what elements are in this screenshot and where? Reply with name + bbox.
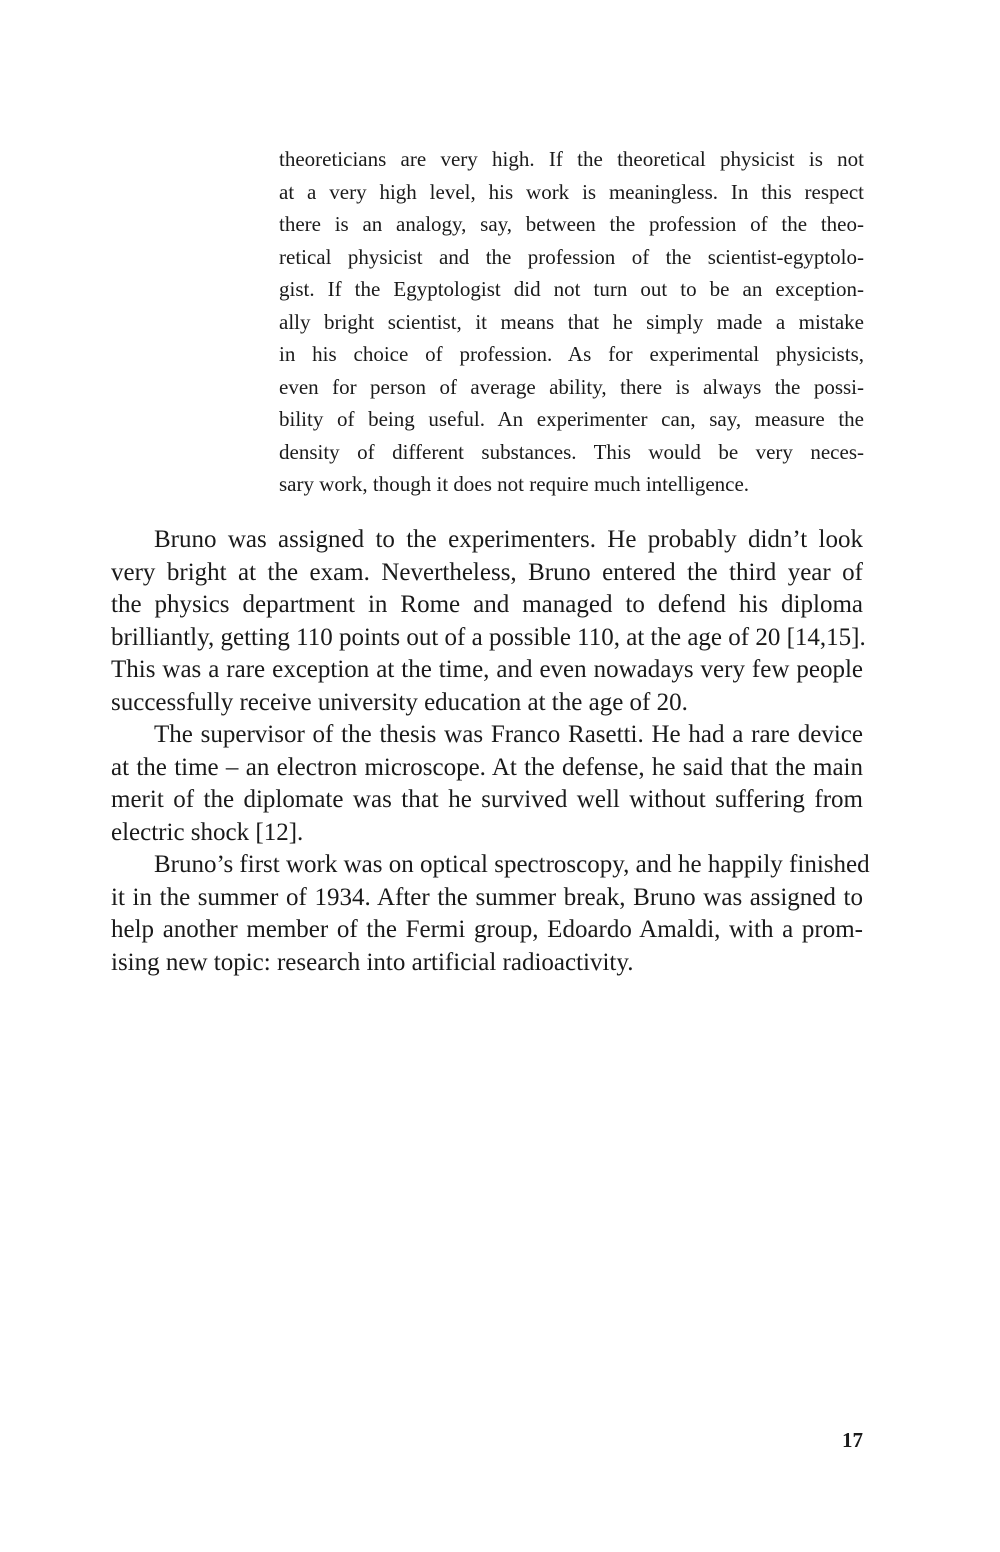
body-line: This was a rare exception at the time, and even nowadays very few people	[111, 656, 863, 683]
quote-line: there is an analogy, say, between the profession of the theo-	[279, 212, 864, 236]
body-line: The supervisor of the thesis was Franco Rasetti. He had a rare device	[154, 721, 863, 748]
page-number: 17	[842, 1428, 863, 1452]
body-line: it in the summer of 1934. After the summer break, Bruno was assigned to	[111, 883, 863, 911]
quote-line: ally bright scientist, it means that he simply made a mistake	[279, 309, 864, 334]
body-line: ising new topic: research into artificial radioactivity.	[111, 948, 634, 976]
body-line: successfully receive university education at the age of 20.	[111, 688, 688, 716]
quote-line: retical physicist and the profession of the scientist-egyptolo-	[279, 244, 864, 269]
body-line: at the time – an electron microscope. At the defense, he said that the main	[111, 753, 863, 781]
quote-line: gist. If the Egyptologist did not turn out to be an exception-	[279, 277, 864, 301]
body-line: Bruno’s first work was on optical spectroscopy, and he happily finished	[154, 851, 870, 878]
quote-line: theoreticians are very high. If the theoretical physicist is not	[279, 147, 864, 171]
quote-line: even for person of average ability, there is always the possi-	[279, 374, 864, 399]
paragraph-1	[111, 524, 866, 719]
quote-line: at a very high level, his work is meaningless. In this respect	[279, 179, 864, 204]
body-line: brilliantly, getting 110 points out of a possible 110, at the age of 20 [14,15].	[111, 623, 866, 651]
paragraph-2	[111, 719, 863, 849]
quote-line: in his choice of profession. As for experimental physicists,	[279, 342, 864, 366]
quote-line: bility of being useful. An experimenter can, say, measure the	[279, 407, 864, 431]
body-line: Bruno was assigned to the experimenters. He probably didn’t look	[154, 526, 863, 553]
quote-line: density of different substances. This would be very neces-	[279, 439, 864, 464]
body-line: electric shock [12].	[111, 818, 304, 846]
body-text	[111, 524, 870, 979]
body-line: merit of the diplomate was that he survived well without suffering from	[111, 786, 863, 813]
body-line: very bright at the exam. Nevertheless, Bruno entered the third year of	[111, 558, 863, 586]
block-quote	[279, 143, 864, 501]
paragraph-3	[111, 849, 870, 979]
quote-line: sary work, though it does not require much intelligence.	[279, 472, 750, 496]
body-line: help another member of the Fermi group, Edoardo Amaldi, with a prom-	[111, 916, 863, 943]
body-line: the physics department in Rome and managed to defend his diploma	[111, 591, 863, 618]
